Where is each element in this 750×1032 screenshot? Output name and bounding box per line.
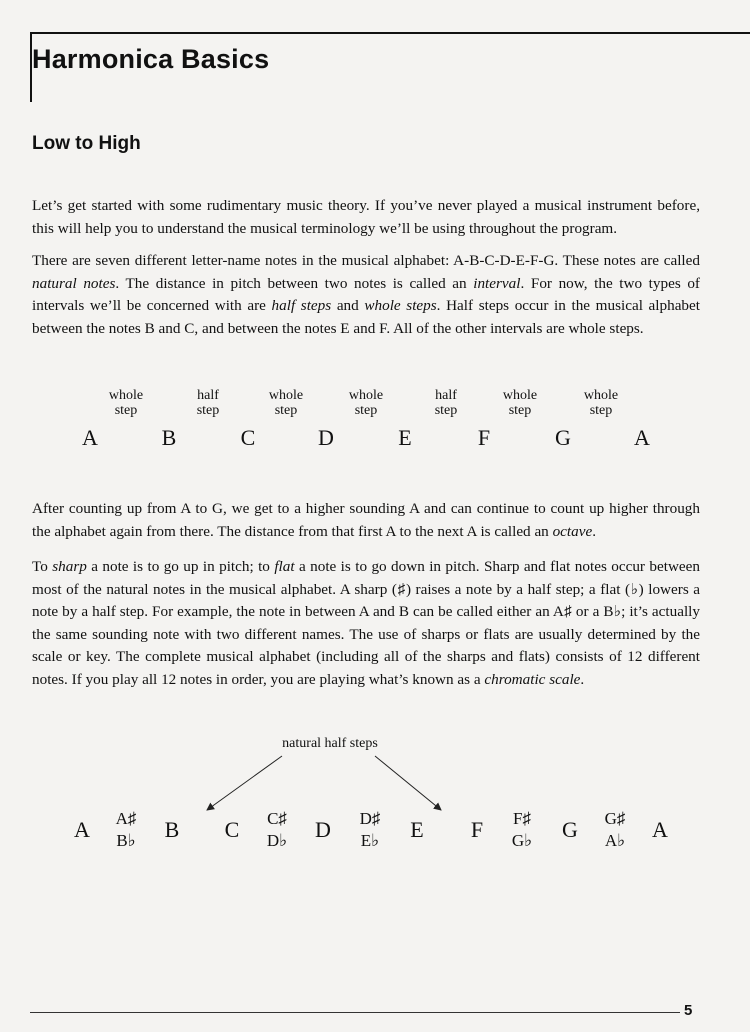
step-kind: whole [502,388,538,403]
note-label: C [240,425,256,450]
term-octave: octave [552,522,593,540]
accidental-pair [255,808,299,852]
note-label: A [82,425,98,450]
step-kind: whole [268,388,304,403]
note-label: G [555,425,571,450]
text-run: . For now, the two types of intervals we’ll be concerned with are [32,274,700,314]
natural-note: E [410,817,424,842]
natural-note: A [652,817,668,842]
flat-name: B♭ [116,831,136,850]
footer-rule [30,1012,680,1013]
section-heading: Low to High [32,133,141,154]
arrow-to-e-f [375,756,441,810]
step-word: step [354,403,378,418]
text-run: . [580,670,585,688]
accidental-pair [593,808,637,852]
step-kind: whole [583,388,619,403]
term-natural-notes: natural notes [32,274,116,292]
note-label: A [634,425,650,450]
step-word: step [589,403,613,418]
sharp-name: C♯ [267,809,287,828]
step-word: step [114,403,138,418]
text-run: a note is to go down in pitch. Sharp and flat notes occur between most of the natural notes in the musical alphabet. A sharp (♯) raises a note by a half step; a flat (♭) lowers a note by a half step. For example, the note in between A and B can be called either an A♯ or a B♭; it’s actually the same sounding note with two different names. The use of sharps or flats are usually determined by the scale or key. The complete musical alphabet (including all of the sharps and flats) consists of 12 different notes. If you play all 12 notes in order, you are playing what’s known as a [32,558,700,688]
page-number: 5 [684,1002,693,1019]
paragraph-intro: Let’s get started with some rudimentary music theory. If you’ve never played a musical instrument before, this will help you to understand the musical terminology we’ll be using throughout the program. [32,197,700,237]
step-kind: whole [348,388,384,403]
natural-note: C [224,817,240,842]
term-half-steps: half steps [271,297,332,314]
flat-name: G♭ [511,831,533,850]
step-kind: whole [108,388,144,403]
term-interval: interval [473,274,521,292]
note-label: B [161,425,177,450]
note-label: F [477,425,491,450]
text-run: After counting up from A to G, we get to a higher sounding A and can continue to count up higher through the alphabet again from there. The distance from that first A to the next A is called an [32,500,700,540]
text-run: and [331,297,365,314]
accidental-pair [500,808,544,852]
arrow-to-b-c [207,756,282,810]
text-run: a note is to go up in pitch; to [86,558,275,575]
page-title: Harmonica Basics [32,44,270,74]
step-word: step [434,403,458,418]
sharp-name: D♯ [359,809,381,828]
term-chromatic-scale: chromatic scale [484,670,581,688]
sharp-name: G♯ [604,809,626,828]
text-run: . [592,522,597,540]
natural-half-steps-label: natural half steps [282,736,378,751]
flat-name: D♭ [266,831,288,850]
step-kind: half [435,388,457,403]
text-run: To [32,558,53,575]
note-label: E [398,425,412,450]
natural-note: F [470,817,484,842]
natural-note: A [74,817,90,842]
sharp-name: F♯ [513,809,531,828]
step-word: step [274,403,298,418]
natural-note: B [164,817,180,842]
term-whole-steps: whole steps [364,297,437,314]
flat-name: E♭ [360,831,380,850]
natural-note: D [315,817,331,842]
note-label: D [318,425,334,450]
sharp-name: A♯ [115,809,137,828]
accidental-pair [348,808,392,852]
text-run: . The distance in pitch between two notes is called an [115,274,474,292]
term-sharp: sharp [52,558,87,575]
step-word: step [508,403,532,418]
natural-note: G [562,817,578,842]
term-flat: flat [274,558,295,575]
accidental-pair [104,808,148,852]
text-run: There are seven different letter-name notes in the musical alphabet: A-B-C-D-E-F-G. These notes are called [32,252,700,269]
step-kind: half [197,388,219,403]
flat-name: A♭ [604,831,626,850]
step-word: step [196,403,220,418]
text-run: . Half steps occur in the musical alphabet between the notes B and C, and between the notes E and F. All of the other intervals are whole steps. [32,297,700,337]
